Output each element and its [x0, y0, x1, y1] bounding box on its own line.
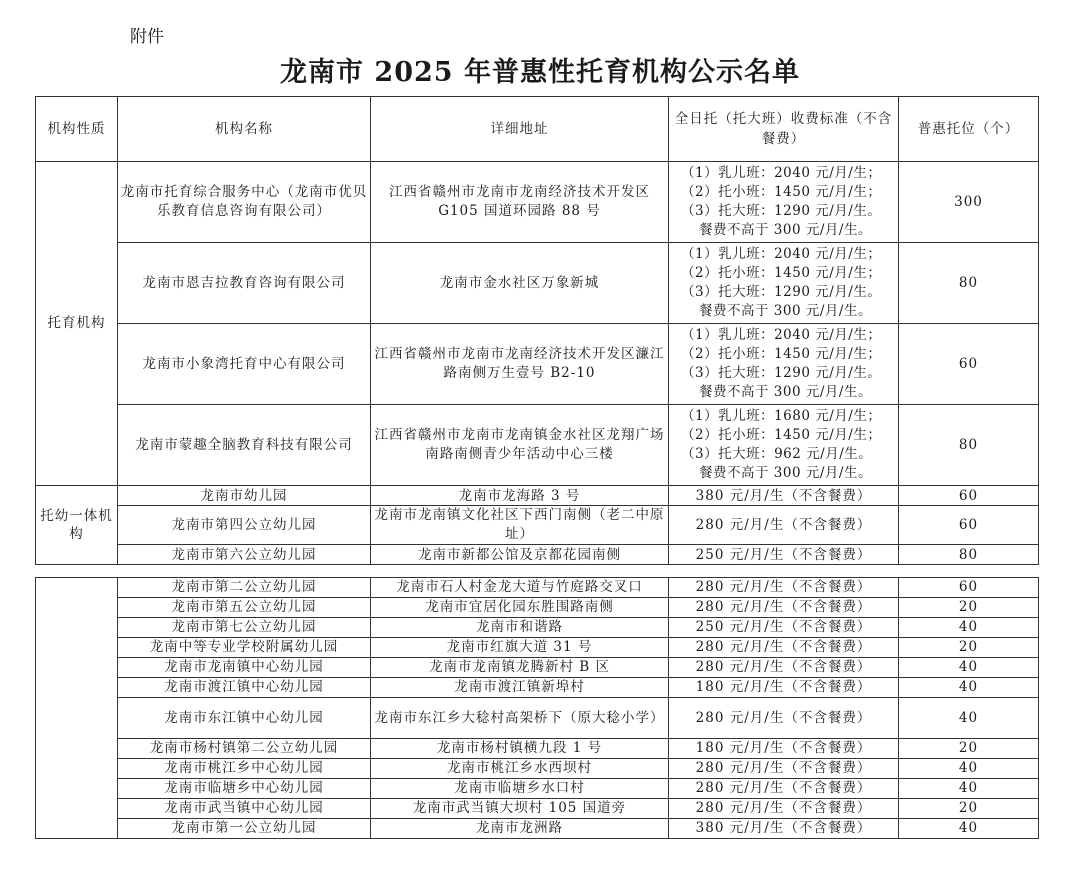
table-row: [36, 243, 1039, 324]
institution-address: 龙南市桃江乡水西坝村: [371, 759, 669, 779]
slot-count: 300: [899, 162, 1039, 243]
institution-address: 龙南市临塘乡水口村: [371, 779, 669, 799]
fee-line: （3）托大班：1290 元/月/生。: [681, 284, 882, 300]
slot-count: 60: [899, 486, 1039, 506]
table-row: [36, 819, 1039, 839]
header-address: 详细地址: [371, 97, 669, 162]
fee-line: （2）托小班：1450 元/月/生；: [681, 427, 882, 443]
institution-address: 龙南市新都公馆及京都花园南侧: [371, 545, 669, 565]
institution-address: 龙南市和谐路: [371, 618, 669, 638]
fee-line: （2）托小班：1450 元/月/生；: [681, 184, 882, 200]
page-title: 龙南市 2025 年普惠性托育机构公示名单: [280, 57, 800, 88]
slot-count: 40: [899, 819, 1039, 839]
slot-count: 80: [899, 405, 1039, 486]
header-row: [36, 97, 1039, 162]
fee-line: （1）乳儿班：1680 元/月/生；: [681, 408, 882, 424]
institution-name: 龙南市第四公立幼儿园: [118, 506, 371, 545]
fee-line: （1）乳儿班：2040 元/月/生；: [681, 327, 882, 343]
fee-standard: [669, 405, 899, 486]
table-row: [36, 638, 1039, 658]
group-cell-continued: [36, 578, 118, 839]
slot-count: 20: [899, 638, 1039, 658]
table-row: [36, 405, 1039, 486]
institution-address: 龙南市龙洲路: [371, 819, 669, 839]
table-row: [36, 486, 1039, 506]
fee-line: 餐费不高于 300 元/月/生。: [699, 303, 872, 319]
table-row: [36, 658, 1039, 678]
fee-standard: [669, 324, 899, 405]
fee-standard: 250 元/月/生（不含餐费）: [669, 618, 899, 638]
table-row: [36, 618, 1039, 638]
attachment-label: 附件: [130, 27, 164, 47]
slot-count: 60: [899, 324, 1039, 405]
institution-address: 江西省赣州市龙南市龙南经济技术开发区G105 国道环园路 88 号: [371, 162, 669, 243]
fee-standard: 280 元/月/生（不含餐费）: [669, 759, 899, 779]
fee-line: （3）托大班：1290 元/月/生。: [681, 203, 882, 219]
slot-count: 80: [899, 545, 1039, 565]
institution-name: 龙南市龙南镇中心幼儿园: [118, 658, 371, 678]
table-row: [36, 545, 1039, 565]
institution-table: [35, 96, 1039, 565]
institution-name: 龙南市渡江镇中心幼儿园: [118, 678, 371, 698]
institution-name: 龙南市第七公立幼儿园: [118, 618, 371, 638]
fee-line: （2）托小班：1450 元/月/生；: [681, 346, 882, 362]
institution-name: 龙南市杨村镇第二公立幼儿园: [118, 739, 371, 759]
table-row: [36, 324, 1039, 405]
fee-standard: [669, 243, 899, 324]
fee-standard: 280 元/月/生（不含餐费）: [669, 638, 899, 658]
fee-standard: 180 元/月/生（不含餐费）: [669, 739, 899, 759]
institution-address: 龙南市武当镇大坝村 105 国道旁: [371, 799, 669, 819]
institution-address: 龙南市东江乡大稔村高架桥下（原大稔小学）: [371, 698, 669, 739]
fee-standard: 180 元/月/生（不含餐费）: [669, 678, 899, 698]
institution-name: 龙南市第五公立幼儿园: [118, 598, 371, 618]
fee-standard: 380 元/月/生（不含餐费）: [669, 486, 899, 506]
fee-standard: 280 元/月/生（不含餐费）: [669, 799, 899, 819]
institution-name: 龙南市蒙趣全脑教育科技有限公司: [118, 405, 371, 486]
fee-standard: 280 元/月/生（不含餐费）: [669, 658, 899, 678]
header-type: 机构性质: [36, 97, 118, 162]
institution-name: 龙南市托育综合服务中心（龙南市优贝乐教育信息咨询有限公司）: [118, 162, 371, 243]
table-row: [36, 678, 1039, 698]
institution-address: 龙南市杨村镇横九段 1 号: [371, 739, 669, 759]
table-row: [36, 598, 1039, 618]
fee-line: （3）托大班：1290 元/月/生。: [681, 365, 882, 381]
header-name: 机构名称: [118, 97, 371, 162]
table-row: [36, 162, 1039, 243]
fee-line: 餐费不高于 300 元/月/生。: [699, 384, 872, 400]
slot-count: 80: [899, 243, 1039, 324]
institution-name: 龙南中等专业学校附属幼儿园: [118, 638, 371, 658]
table-row: [36, 799, 1039, 819]
slot-count: 60: [899, 506, 1039, 545]
fee-standard: 280 元/月/生（不含餐费）: [669, 578, 899, 598]
slot-count: 60: [899, 578, 1039, 598]
slot-count: 40: [899, 678, 1039, 698]
slot-count: 20: [899, 598, 1039, 618]
slot-count: 20: [899, 739, 1039, 759]
institution-name: 龙南市第六公立幼儿园: [118, 545, 371, 565]
institution-address: 江西省赣州市龙南市龙南经济技术开发区濂江路南侧万生壹号 B2-10: [371, 324, 669, 405]
table-row: [36, 759, 1039, 779]
institution-address: 龙南市龙南镇龙腾新村 B 区: [371, 658, 669, 678]
fee-line: （3）托大班：962 元/月/生。: [681, 446, 873, 462]
institution-address: 龙南市红旗大道 31 号: [371, 638, 669, 658]
institution-address: 龙南市渡江镇新埠村: [371, 678, 669, 698]
institution-name: 龙南市小象湾托育中心有限公司: [118, 324, 371, 405]
fee-line: 餐费不高于 300 元/月/生。: [699, 465, 872, 481]
fee-line: （1）乳儿班：2040 元/月/生；: [681, 165, 882, 181]
institution-name: 龙南市恩吉拉教育咨询有限公司: [118, 243, 371, 324]
fee-standard: 280 元/月/生（不含餐费）: [669, 506, 899, 545]
fee-line: （2）托小班：1450 元/月/生；: [681, 265, 882, 281]
slot-count: 40: [899, 759, 1039, 779]
table-row: [36, 578, 1039, 598]
institution-name: 龙南市第一公立幼儿园: [118, 819, 371, 839]
table-row: [36, 698, 1039, 739]
fee-standard: 250 元/月/生（不含餐费）: [669, 545, 899, 565]
slot-count: 20: [899, 799, 1039, 819]
institution-name: 龙南市幼儿园: [118, 486, 371, 506]
institution-address: 江西省赣州市龙南市龙南镇金水社区龙翔广场南路南侧青少年活动中心三楼: [371, 405, 669, 486]
table-row: [36, 739, 1039, 759]
fee-standard: 280 元/月/生（不含餐费）: [669, 779, 899, 799]
institution-name: 龙南市第二公立幼儿园: [118, 578, 371, 598]
table-row: [36, 506, 1039, 545]
institution-address: 龙南市龙海路 3 号: [371, 486, 669, 506]
institution-address: 龙南市龙南镇文化社区下西门南侧（老二中原址）: [371, 506, 669, 545]
slot-count: 40: [899, 658, 1039, 678]
slot-count: 40: [899, 618, 1039, 638]
fee-standard: 380 元/月/生（不含餐费）: [669, 819, 899, 839]
header-slots: 普惠托位（个）: [899, 97, 1039, 162]
fee-standard: 280 元/月/生（不含餐费）: [669, 698, 899, 739]
fee-standard: [669, 162, 899, 243]
slot-count: 40: [899, 698, 1039, 739]
group-label-kindergarten: 托幼一体机构: [36, 486, 118, 565]
table-row: [36, 779, 1039, 799]
kindergarten-table-continued: [35, 577, 1039, 839]
institution-address: 龙南市宜居化园东胜围路南侧: [371, 598, 669, 618]
institution-name: 龙南市桃江乡中心幼儿园: [118, 759, 371, 779]
slot-count: 40: [899, 779, 1039, 799]
institution-name: 龙南市东江镇中心幼儿园: [118, 698, 371, 739]
fee-line: 餐费不高于 300 元/月/生。: [699, 222, 872, 238]
institution-name: 龙南市武当镇中心幼儿园: [118, 799, 371, 819]
header-fee: 全日托（托大班）收费标准（不含餐费）: [669, 97, 899, 162]
group-label-nursery: 托育机构: [36, 162, 118, 486]
institution-name: 龙南市临塘乡中心幼儿园: [118, 779, 371, 799]
institution-address: 龙南市金水社区万象新城: [371, 243, 669, 324]
institution-address: 龙南市石人村金龙大道与竹庭路交叉口: [371, 578, 669, 598]
fee-standard: 280 元/月/生（不含餐费）: [669, 598, 899, 618]
fee-line: （1）乳儿班：2040 元/月/生；: [681, 246, 882, 262]
